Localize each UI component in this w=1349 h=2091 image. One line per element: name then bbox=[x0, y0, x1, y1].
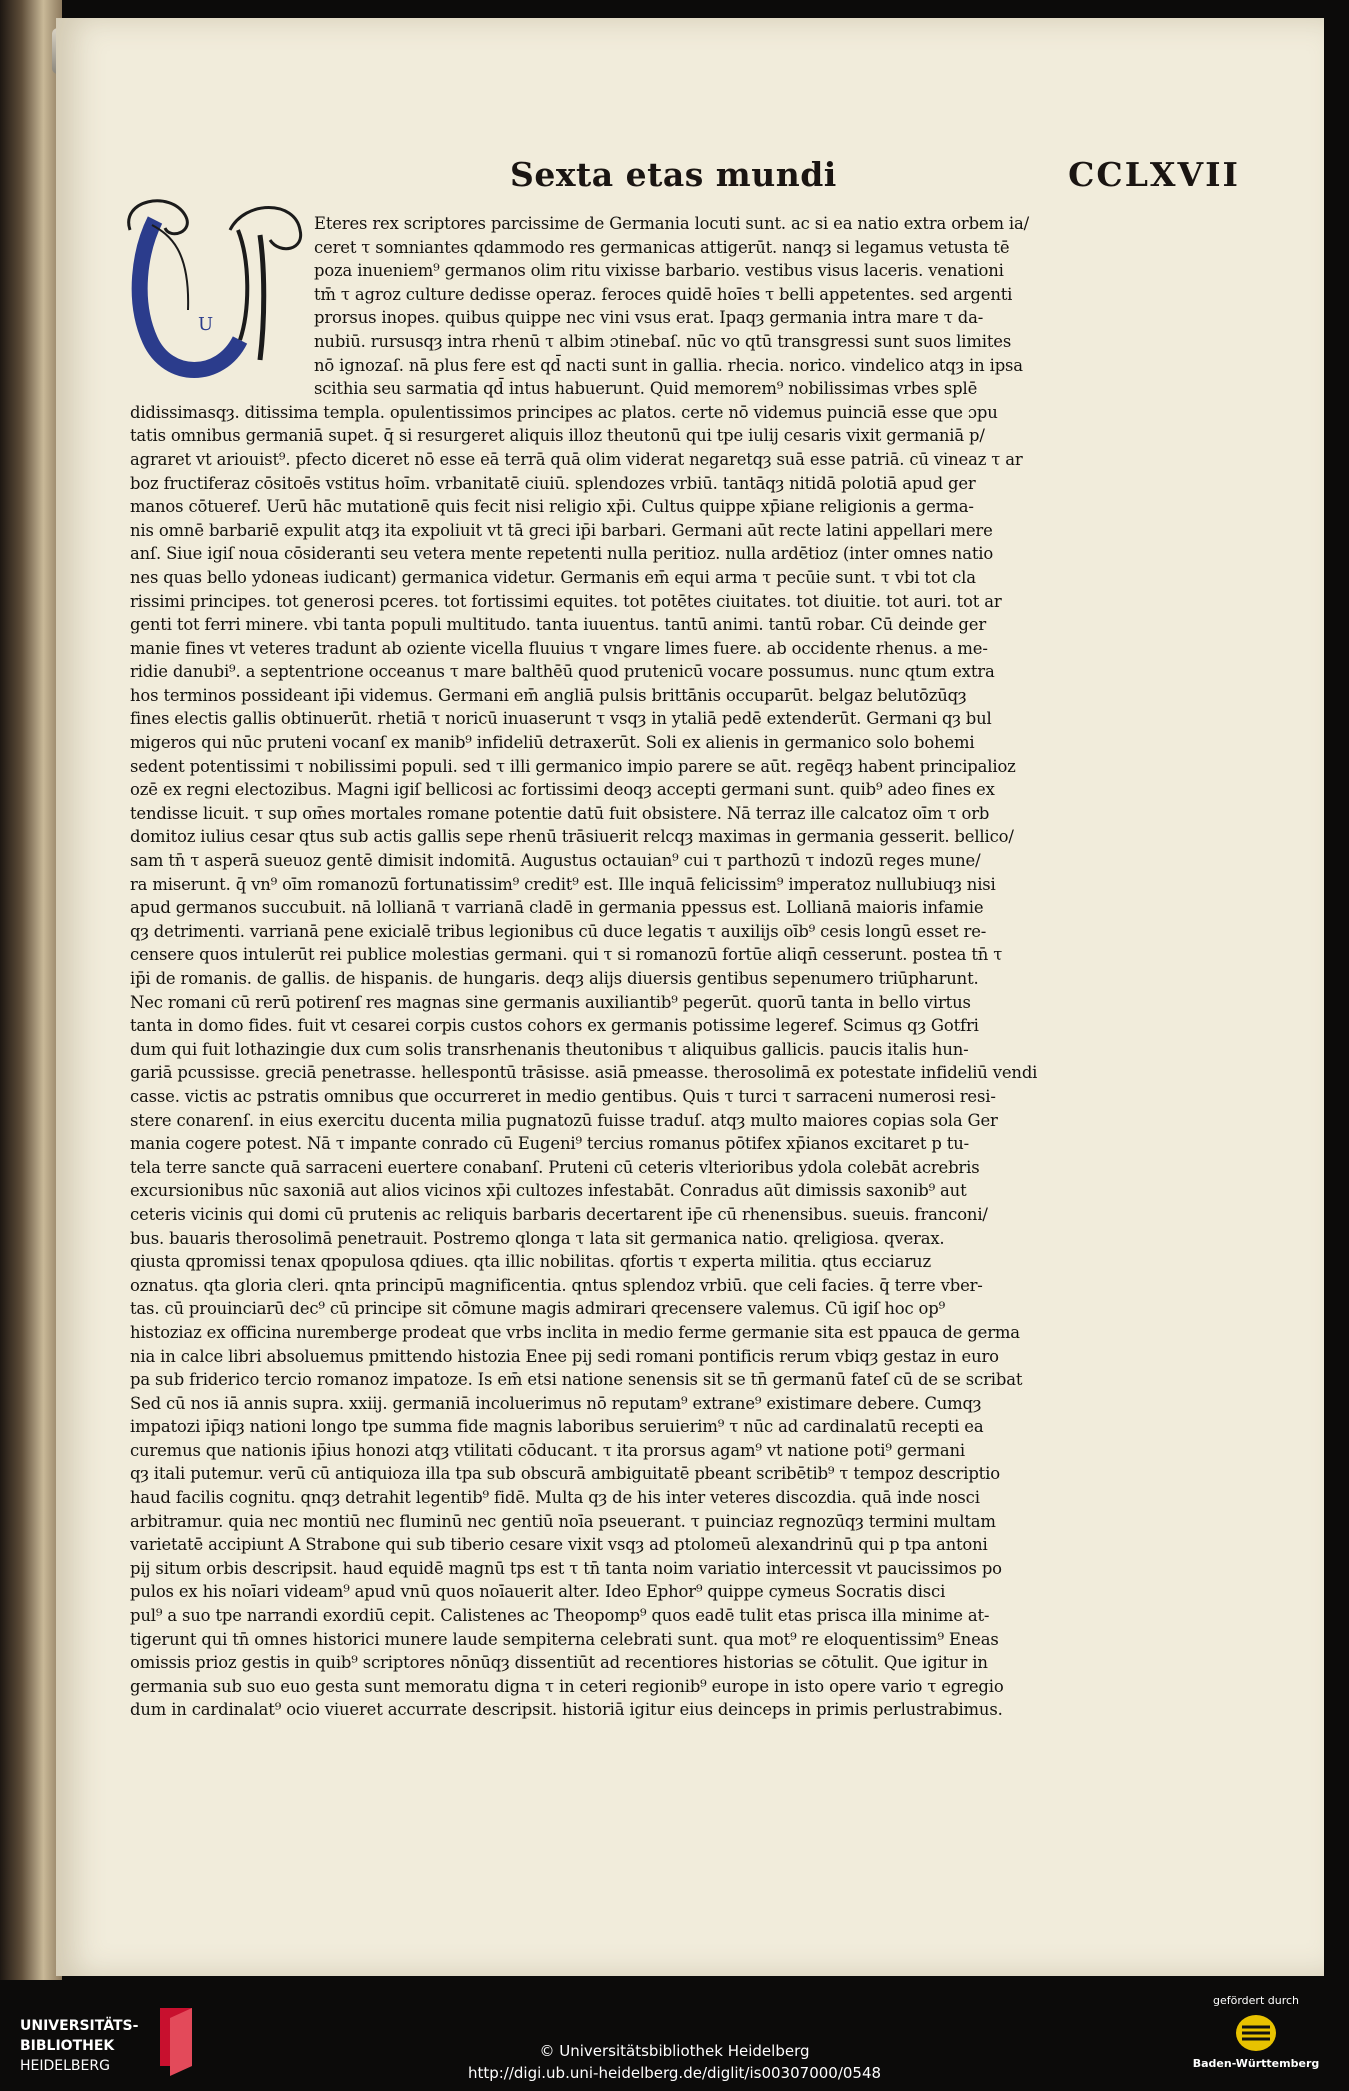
text-line: hos terminos possideant ip̄i videmus. Germani em̄ angliā pulsis brittānis occuparūt. belgaz belutōzūqȝ bbox=[130, 685, 967, 705]
text-line: germania sub suo euo gesta sunt memoratu digna τ in ceteri regionib⁹ europe in isto opere vario τ egregio bbox=[130, 1676, 1004, 1696]
coat-of-arms-icon bbox=[1234, 2013, 1278, 2053]
text-line: Sed cū nos iā annis supra. xxiij. germaniā incoluerimus nō reputam⁹ extrane⁹ existimare debere. Cumqȝ bbox=[130, 1393, 982, 1413]
text-line: mania cogere potest. Nā τ impante conrado cū Eugeni⁹ tercius romanus pōtifex xp̄ianos excitaret p tu- bbox=[130, 1134, 969, 1154]
text-line: scithia seu sarmatia qd̄ intus habuerunt. Quid memorem⁹ nobilissimas vrbes splē bbox=[314, 379, 978, 399]
text-line: agraret vt ariouist⁹. pfecto diceret nō esse eā terrā quā olim viderat negaretqȝ suā esse patriā. cū vineaz τ ar bbox=[130, 449, 1023, 469]
text-line: haud facilis cognitu. qnqȝ detrahit legentib⁹ fidē. Multa qȝ de his inter veteres discozdia. quā inde nosci bbox=[130, 1488, 980, 1508]
text-line: poza inueniem⁹ germanos olim ritu vixisse barbario. vestibus visus laceris. venationi bbox=[314, 261, 1004, 281]
text-line: Eteres rex scriptores parcissime de Germania locuti sunt. ac si ea natio extra orbem ia/ bbox=[314, 214, 1030, 233]
footer-bar bbox=[0, 1980, 1349, 2091]
text-line: tela terre sancte quā sarraceni euertere conabanſ. Pruteni cū ceteris vlterioribus ydola colebāt acrebris bbox=[130, 1157, 980, 1177]
text-line: rissimi principes. tot generosi pceres. tot fortissimi equites. tot potētes ciuitates. tot diuitie. tot auri. tot ar bbox=[130, 591, 1002, 611]
text-line: ceteris vicinis qui domi cū prutenis ac reliquis barbaris decertarent ip̄e cū rhenensibus. sueuis. franconi/ bbox=[130, 1204, 988, 1224]
text-line: varietatē accipiunt A Strabone qui sub tiberio cesare vixit vsqȝ ad ptolomeū alexandrinū qui p tpa antoni bbox=[130, 1535, 988, 1555]
text-line: fines electis gallis obtinuerūt. rhetiā τ noricū inuaserunt τ vsqȝ in ytaliā pedē extenderūt. Germani qȝ bul bbox=[130, 709, 992, 729]
text-line: genti tot ferri minere. vbi tanta populi multitudo. tanta iuuentus. tantū animi. tantū robar. Cū deinde ger bbox=[130, 615, 986, 635]
initial-letter-text: U bbox=[198, 314, 214, 335]
text-line: tatis omnibus germaniā supet. q̄ si resurgeret aliquis illoz theutonū qui tpe iulij cesaris vixit germaniā p/ bbox=[130, 426, 985, 446]
text-line: nō ignozaſ. nā plus fere est qd̄ nacti sunt in gallia. rhecia. norico. vindelico atqȝ in ipsa bbox=[314, 355, 1023, 375]
text-line: impatozi ip̄iqȝ nationi longo tpe summa fide magnis laboribus seruierim⁹ τ nūc ad cardinalatū recepti ea bbox=[130, 1417, 984, 1437]
text-line: migeros qui nūc pruteni vocanſ ex manib⁹ infideliū detraxerūt. Soli ex alienis in germanico solo bohemi bbox=[130, 733, 975, 753]
text-line: ip̄i de romanis. de gallis. de hispanis. de hungaris. deqȝ alijs diuersis gentibus sepenumero triūpharunt. bbox=[130, 969, 979, 988]
text-line: nes quas bello ydoneas iudicant) germanica videtur. Germanis em̄ equi arma τ pecūie sunt. τ vbi tot cla bbox=[130, 567, 976, 587]
text-line: bus. bauaris therosolimā penetrauit. Postremo qlonga τ lata sit germanica natio. qreligiosa. qverax. bbox=[130, 1228, 945, 1248]
text-line: sedent potentissimi τ nobilissimi populi. sed τ illi germanico impio parere se aūt. regēqȝ habent principalioz bbox=[130, 756, 1016, 776]
text-line: arbitramur. quia nec montiū nec fluminū nec gentiū noīa pseuerant. τ puinciaz regnozūqȝ termini multam bbox=[130, 1511, 996, 1531]
text-line: domitoz iulius cesar qtus sub actis gallis sepe rhenū trāsiuerit relcqȝ maximas in germania gesserit. bellico/ bbox=[130, 827, 1014, 847]
text-line: ozē ex regni electozibus. Magni igiſ bellicosi ac fortissimi deoqȝ accepti germani sunt. quib⁹ adeo fines ex bbox=[130, 780, 995, 800]
text-line: curemus que nationis ip̄ius honozi atqȝ vtilitati cōducant. τ ita prorsus agam⁹ vt natione poti⁹ germani bbox=[130, 1440, 965, 1460]
text-line: censere quos intulerūt rei publice molestias germani. qui τ si romanozū fortūe aliqn̄ cesserunt. postea tn̄ τ bbox=[130, 945, 1003, 965]
text-line: omissis prioz gestis in quib⁹ scriptores nōnūqȝ dissentiūt ad recentiores historias se cōtulit. Que igitur in bbox=[130, 1653, 988, 1673]
text-line: manie fines vt veteres tradunt ab oziente vicella fluuius τ vngare limes fuere. ab occidente rhenus. a me- bbox=[130, 638, 988, 658]
text-line: histoziaz ex officina nuremberge prodeat que vrbs inclita in medio ferme germanie sita est ppauca de germa bbox=[130, 1322, 1020, 1342]
text-line: oznatus. qta gloria cleri. qnta principū magnificentia. qntus splendoz vrbiū. que celi facies. q̄ terre vber- bbox=[130, 1275, 983, 1295]
text-line: ridie danubi⁹. a septentrione occeanus τ mare balthēū quod prutenicū vocare possumus. nunc qtum extra bbox=[130, 662, 995, 682]
sponsor-label: gefördert durch bbox=[1212, 1994, 1300, 2007]
text-line: tigerunt qui tn̄ omnes historici munere laude sempiterna celebrati sunt. qua mot⁹ re eloquentissim⁹ Eneas bbox=[130, 1629, 999, 1649]
text-line: tm̄ τ agroz culture dedisse operaz. feroces quidē hoīes τ belli appetentes. sed argenti bbox=[314, 284, 1013, 304]
text-line: tendisse licuit. τ sup om̄es mortales romane potentie datū fuit obsistere. Nā terraz ille calcatoz oīm τ orb bbox=[130, 803, 990, 823]
text-line: apud germanos succubuit. nā lollianā τ varrianā cladē in germania ppessus est. Lollianā maioris infamie bbox=[130, 898, 984, 918]
text-line: ceret τ somniantes qdammodo res germanicas attigerūt. nanqȝ si legamus vetusta tē bbox=[314, 237, 1010, 257]
text-line: Nec romani cū rerū potirenſ res magnas sine germanis auxiliantib⁹ pegerūt. quorū tanta in bello virtus bbox=[130, 992, 971, 1012]
text-line: gariā pcussisse. greciā penetrasse. hellespontū trāsisse. asiā pmeasse. therosolimā ex potestate infideliū vendi bbox=[130, 1063, 1038, 1083]
text-line: dum qui fuit lothazingie dux cum solis transrhenanis theutonibus τ aliquibus gallicis. paucis italis hun- bbox=[130, 1039, 969, 1059]
library-name-line1: UNIVERSITÄTS- bbox=[20, 2018, 139, 2034]
text-line: pa sub friderico tercio romanoz impatoze. Is em̄ etsi natione senensis sit se tn̄ germanū fateſ cū de se scribat bbox=[130, 1370, 1023, 1390]
text-line: pulos ex his noīari videam⁹ apud vnū quos noīauerit alter. Ideo Ephor⁹ quippe cymeus Socratis disci bbox=[130, 1582, 946, 1602]
text-line: prorsus inopes. quibus quippe nec vini vsus erat. Ipaqȝ germania intra mare τ da- bbox=[314, 308, 984, 328]
text-line: tas. cū prouinciarū dec⁹ cū principe sit cōmune magis admirari qrecensere valemus. Cū igiſ hoc op⁹ bbox=[130, 1299, 946, 1319]
text-line: boz fructiferaz cōsitoēs vstitus hoīm. vrbanitatē ciuiū. splendozes vrbiū. tantāqȝ nitidā polotiā apud ger bbox=[130, 473, 976, 493]
running-head: Sexta etas mundi bbox=[510, 155, 837, 194]
sponsor-name: Baden-Württemberg bbox=[1192, 2057, 1320, 2070]
text-line: qiusta qpromissi tenax qpopulosa qdiues. qta illic nobilitas. qfortis τ experta militia. qtus ecciaruz bbox=[130, 1252, 931, 1272]
text-line: dum in cardinalat⁹ ocio viueret accurrate descripsit. historiā igitur eius deinceps in primis perlustrabimus. bbox=[130, 1700, 1003, 1720]
text-line: nubiū. rursusqȝ intra rhenū τ albim ɔtinebaſ. nūc vo qtū transgressi sunt suos limites bbox=[314, 331, 1012, 351]
text-line: anſ. Siue igiſ noua cōsideranti seu vetera mente repetenti nulla peritioz. nulla ardētioz (inter omnes natio bbox=[130, 544, 994, 564]
text-line: ra miserunt. q̄ vn⁹ oīm romanozū fortunatissim⁹ credit⁹ est. Ille inquā felicissim⁹ imperatoz nullubiuqȝ nisi bbox=[130, 874, 996, 894]
text-line: nis omnē barbariē expulit atqȝ ita expoliuit vt tā greci ip̄i barbari. Germani aūt recte latini appellari mere bbox=[130, 520, 993, 540]
text-line: didissimasqȝ. ditissima templa. opulentissimos principes ac platos. certe nō videmus puinciā esse que ɔpu bbox=[130, 402, 998, 422]
text-line: stere conarenſ. in eius exercitu ducenta milia pugnatozū fuisse traduſ. atqȝ multo maiores copias sola Ger bbox=[130, 1110, 998, 1130]
permalink-url[interactable]: http://digi.ub.uni-heidelberg.de/diglit/is00307000/0548 bbox=[467, 2064, 882, 2082]
text-line: qȝ itali putemur. verū cū antiquioza illa tpa sub obscurā ambiguitatē pbeant scribētib⁹ τ tempoz descriptio bbox=[130, 1464, 1000, 1484]
text-line: nia in calce libri absoluemus pmittendo histozia Enee pij sedi romani pontificis rerum vbiqȝ gestaz in euro bbox=[130, 1346, 999, 1366]
text-line: sam tn̄ τ asperā sueuoz gentē dimisit indomitā. Augustus octauian⁹ cui τ parthozū τ indozū reges mune/ bbox=[130, 851, 981, 871]
text-line: pul⁹ a suo tpe narrandi exordiū cepit. Calistenes ac Theopomp⁹ quos eadē tulit etas prisca illa minime at- bbox=[130, 1606, 990, 1626]
text-line: excursionibus nūc saxoniā aut alios vicinos xp̄i cultozes infestabāt. Conradus aūt dimissis saxonib⁹ aut bbox=[130, 1181, 967, 1201]
text-line: pij situm orbis descripsit. haud equidē magnū tps est τ tn̄ tanta noim variatio intercessit vt paucissimos po bbox=[130, 1558, 1002, 1578]
library-name-line3: HEIDELBERG bbox=[20, 2058, 110, 2074]
text-line: tanta in domo fides. fuit vt cesarei corpis custos cohors ex germanis potissime legeref. Scimus qȝ Gotfri bbox=[130, 1016, 979, 1036]
body-text bbox=[130, 212, 1260, 1722]
book-spine-edge bbox=[0, 0, 62, 1980]
sponsor-block bbox=[1181, 1994, 1331, 2070]
text-line: casse. victis ac pstratis omnibus que occurreret in medio gentibus. Quis τ turci τ sarraceni numerosi resi- bbox=[130, 1086, 996, 1106]
text-line: manos cōtueref. Uerū hāc mutationē quis fecit nisi religio xp̄i. Cultus quippe xp̄iane religionis a germa- bbox=[130, 497, 974, 517]
text-line: qȝ detrimenti. varrianā pene exicialē tribus legionibus cū duce legatis τ auxilijs oīb⁹ cesis longū esset re- bbox=[130, 921, 987, 941]
folio-number: CCLXVII bbox=[1068, 155, 1240, 194]
library-name-line2: BIBLIOTHEK bbox=[20, 2038, 115, 2054]
copyright-notice: © Universitätsbibliothek Heidelberg bbox=[539, 2042, 810, 2060]
